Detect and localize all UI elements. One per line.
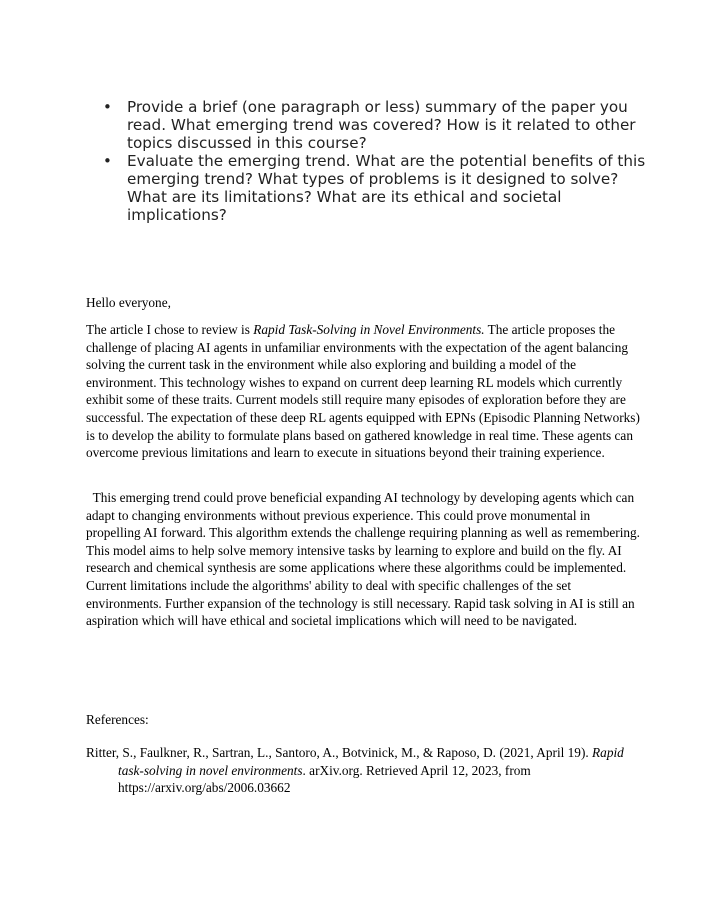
prompt-bullet-item <box>0 152 647 224</box>
reference-title: Rapid task-solving in novel environments <box>118 745 624 778</box>
prompt-bullet-list <box>0 98 714 224</box>
summary-lead: The article I chose to review is <box>86 322 254 337</box>
bullet-icon: • <box>103 98 112 116</box>
references-heading: References: <box>86 712 149 727</box>
evaluation-paragraph: This emerging trend could prove beneficial expanding AI technology by developing agents which can adapt to changing environments without previous experience. This could prove monumental in propelling AI forward. This algorithm extends the challenge requiring planning as well as remembering. This model aims to help solve memory intensive tasks by learning to explore and build on the fly. AI research and chemical synthesis are some applications where these algorithms could be implemented. Current limitations include the algorithms' ability to deal with specific challenges of the set environments. Further expansion of the technology is still necessary. Rapid task solving in AI is still an aspiration which will have ethical and societal implications which will need to be navigated. <box>86 490 644 629</box>
reference-entry <box>86 744 642 797</box>
reference-authors: Ritter, S., Faulkner, R., Sartran, L., Santoro, A., Botvinick, M., & Raposo, D. (2021, April 19). <box>86 745 593 760</box>
article-title: Rapid Task-Solving in Novel Environments. <box>253 322 485 337</box>
bullet-icon: • <box>103 152 112 170</box>
summary-paragraph <box>86 321 642 462</box>
prompt-bullet-text: Provide a brief (one paragraph or less) summary of the paper you read. What emerging trend was covered? How is it related to other topics discussed in this course? <box>127 98 636 152</box>
prompt-bullet-item <box>0 98 647 152</box>
prompt-bullet-text: Evaluate the emerging trend. What are the potential benefits of this emerging trend? What types of problems is it designed to solve? What are its limitations? What are its ethical and societal implications? <box>127 152 646 224</box>
reference-source: . arXiv.org. Retrieved April 12, 2023, from https://arxiv.org/abs/2006.03662 <box>118 762 531 796</box>
summary-body: The article proposes the challenge of placing AI agents in unfamiliar environments with the expectation of the agent balancing solving the current task in the environment while also exploring and building a model of the environment. This technology wishes to expand on current deep learning RL models which currently exhibit some of these traits. Current models still require many episodes of exploration before they are successful. The expectation of these deep RL agents equipped with EPNs (Episodic Planning Networks) is to develop the ability to formulate plans based on gathered knowledge in real time. These agents can overcome previous limitations and learn to execute in situations beyond their training experience. <box>86 322 640 461</box>
greeting: Hello everyone, <box>86 295 171 310</box>
